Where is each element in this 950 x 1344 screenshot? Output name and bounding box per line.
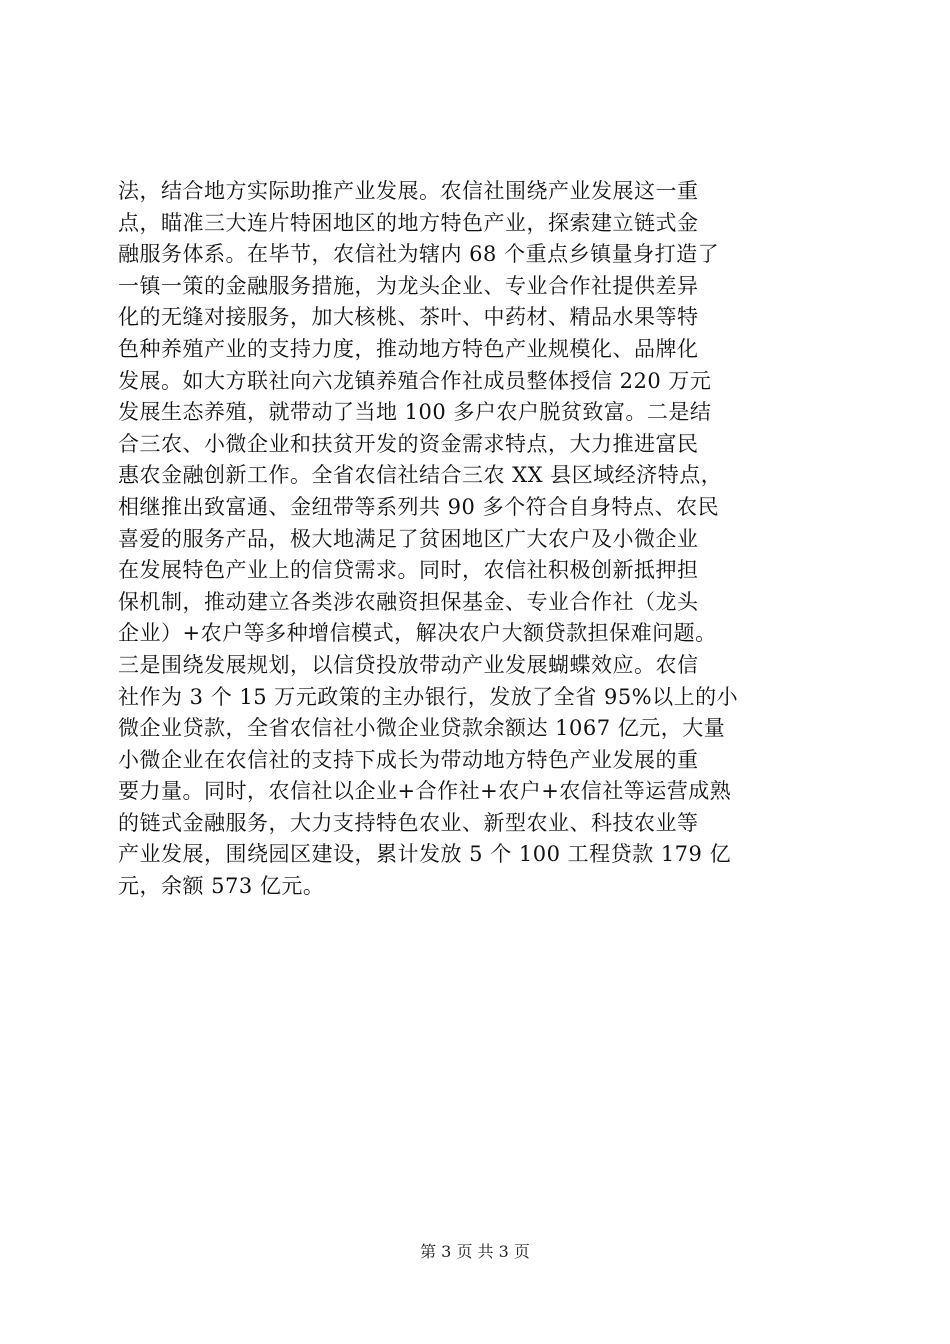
text-line: 要力量。同时，农信社以企业+合作社+农户+农信社等运营成熟: [118, 779, 732, 804]
text-line: 一镇一策的金融服务措施，为龙头企业、专业合作社提供差异: [118, 273, 699, 298]
text-line: 惠农金融创新工作。全省农信社结合三农 XX 县区域经济特点，: [118, 463, 723, 488]
text-line: 发展生态养殖，就带动了当地 100 多户农户脱贫致富。二是结: [118, 400, 712, 425]
page-number-label: 第 3 页 共 3 页: [420, 1242, 530, 1261]
text-line: 产业发展，围绕园区建设，累计发放 5 个 100 工程贷款 179 亿: [118, 842, 732, 867]
body-paragraph: [118, 176, 838, 903]
text-line: 的链式金融服务，大力支持特色农业、新型农业、科技农业等: [118, 810, 699, 835]
text-line: 法，结合地方实际助推产业发展。农信社围绕产业发展这一重: [118, 179, 699, 203]
text-line: 喜爱的服务产品，极大地满足了贫困地区广大农户及小微企业: [118, 526, 699, 551]
text-line: 小微企业在农信社的支持下成长为带动地方特色产业发展的重: [118, 747, 699, 772]
text-line: 化的无缝对接服务，加大核桃、茶叶、中药材、精品水果等特: [118, 305, 699, 330]
text-line: 在发展特色产业上的信贷需求。同时，农信社积极创新抵押担: [118, 558, 699, 583]
text-line: 点，瞄准三大连片特困地区的地方特色产业，探索建立链式金: [118, 210, 699, 235]
text-line: 相继推出致富通、金纽带等系列共 90 多个符合自身特点、农民: [118, 494, 720, 519]
text-line: 三是围绕发展规划，以信贷投放带动产业发展蝴蝶效应。农信: [118, 652, 699, 677]
text-line: 微企业贷款，全省农信社小微企业贷款余额达 1067 亿元，大量: [118, 716, 726, 741]
text-line: 合三农、小微企业和扶贫开发的资金需求特点，大力推进富民: [118, 431, 699, 456]
text-line: 色种养殖产业的支持力度，推动地方特色产业规模化、品牌化: [118, 336, 699, 361]
text-line: 元，余额 573 亿元。: [118, 874, 325, 899]
page-footer: [0, 1242, 950, 1262]
text-line: 企业）+农户等多种增信模式，解决农户大额贷款担保难问题。: [118, 621, 717, 646]
text-line: 融服务体系。在毕节，农信社为辖内 68 个重点乡镇量身打造了: [118, 242, 720, 267]
text-line: 社作为 3 个 15 万元政策的主办银行，发放了全省 95%以上的小: [118, 684, 739, 709]
text-line: 发展。如大方联社向六龙镇养殖合作社成员整体授信 220 万元: [118, 368, 712, 393]
text-line: 保机制，推动建立各类涉农融资担保基金、专业合作社（龙头: [118, 589, 699, 614]
